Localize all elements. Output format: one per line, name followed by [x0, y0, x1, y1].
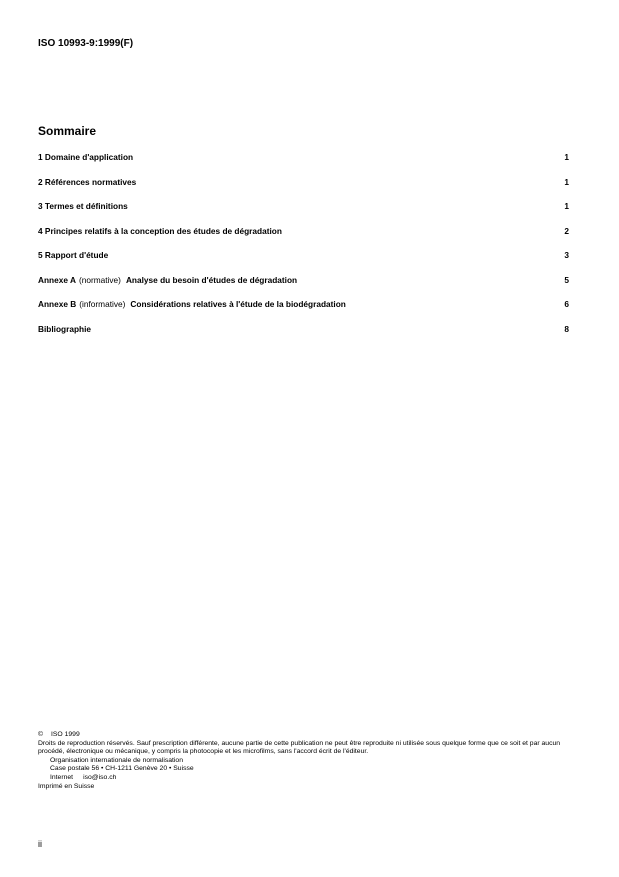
toc-entry-page: 1 [564, 201, 569, 211]
toc-entry-annex-b[interactable] [38, 299, 569, 324]
toc-entry-page: 1 [564, 176, 569, 187]
toc-entry-3[interactable] [38, 201, 569, 226]
toc-entry-label: 5 Rapport d'étude [38, 250, 109, 260]
table-of-contents [38, 152, 569, 348]
toc-entry-label: Bibliographie [38, 323, 92, 334]
page-number: ii [38, 839, 42, 849]
copyright-footer [38, 731, 573, 791]
toc-entry-label: 2 Références normatives [38, 176, 137, 187]
copyright-text: ISO 1999 [51, 731, 80, 738]
toc-entry-page: 8 [564, 323, 569, 334]
rights-notice: Droits de reproduction réservés. Sauf prescription différente, aucune partie de cette publication ne peut être reproduite ni utilisée sous quelque forme que ce soit et par aucun procédé, électronique ou mécanique, y compris la photocopie et les microfilms, sans l'accord écrit de l'éditeur. [38, 739, 561, 756]
toc-entry-page: 1 [564, 152, 569, 162]
printed-in: Imprimé en Suisse [38, 782, 95, 790]
toc-entry-page: 2 [564, 225, 569, 236]
internet-label: Internet [50, 773, 74, 781]
toc-entry-5[interactable] [38, 250, 569, 275]
toc-entry-bibliography[interactable] [38, 324, 569, 349]
toc-entry-1[interactable] [38, 152, 569, 177]
organisation-name: Organisation internationale de normalisation [50, 756, 183, 764]
toc-entry-4[interactable] [38, 226, 569, 251]
toc-entry-label: 1 Domaine d'application [38, 152, 134, 162]
toc-entry-label: Analyse du besoin d'études de dégradation [125, 274, 298, 285]
toc-entry-page: 5 [564, 274, 569, 285]
toc-title: Sommaire [38, 124, 97, 138]
toc-annex-kind: (informative) [79, 299, 126, 309]
toc-entry-page: 3 [564, 250, 569, 260]
document-id-header: ISO 10993-9:1999(F) [38, 38, 134, 49]
copyright-symbol: © [38, 731, 44, 738]
toc-entry-label: Considérations relatives à l'étude de la biodégradation [130, 299, 346, 309]
toc-entry-page: 6 [564, 299, 569, 309]
internet-line [38, 774, 573, 783]
toc-annex-kind: (normative) [78, 274, 121, 285]
toc-entry-label: 4 Principes relatifs à la conception des études de dégradation [38, 225, 282, 236]
copyright-line [38, 731, 573, 740]
toc-entry-annex-a[interactable] [38, 275, 569, 300]
toc-entry-2[interactable] [38, 177, 569, 202]
toc-entry-label: 3 Termes et définitions [38, 201, 128, 211]
toc-annex-prefix: Annexe A [38, 274, 76, 285]
toc-annex-prefix: Annexe B [38, 299, 77, 309]
internet-email[interactable]: iso@iso.ch [83, 773, 117, 781]
postal-address: Case postale 56 • CH-1211 Genève 20 • Suisse [50, 765, 194, 773]
